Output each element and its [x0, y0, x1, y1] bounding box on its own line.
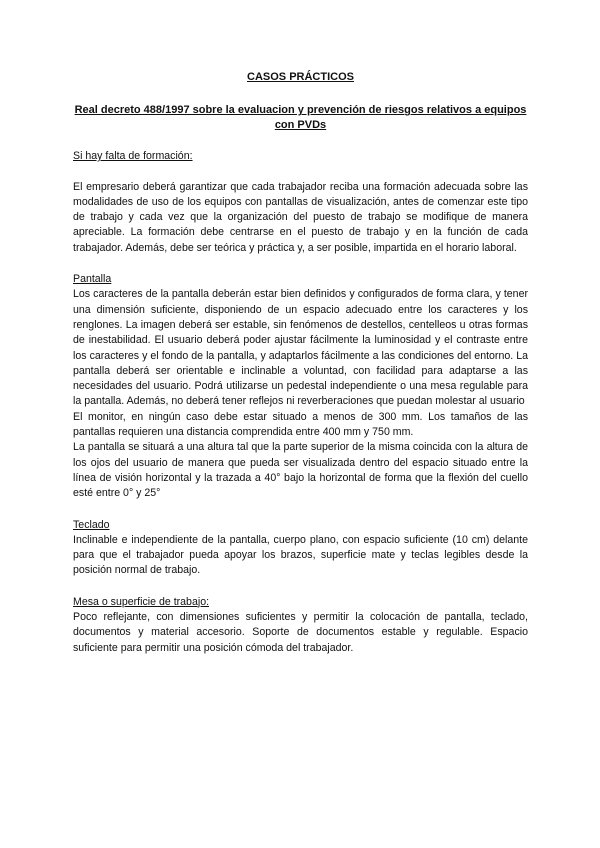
section-paragraph: El empresario deberá garantizar que cada trabajador reciba una formación adecuada sobre las modalidades de uso de los equipos con pantallas de visualización, antes de comenzar este tipo de trabajo y cada vez que la organización del puesto de trabajo se modifique de manera apreciable. La formación debe centrarse en el puesto de trabajo y en la función de cada trabajador. Además, debe ser teórica y práctica y, a ser posible, impartida en el horario laboral. — [73, 180, 528, 254]
section-paragraph: Poco reflejante, con dimensiones suficientes y permitir la colocación de pantalla, teclado, documentos y material accesorio. Soporte de documentos estable y regulable. Espacio suficiente para permitir una posición cómoda del trabajador. — [73, 611, 528, 654]
section-heading: Teclado — [73, 518, 110, 531]
section-teclado — [73, 518, 528, 579]
section-heading: Pantalla — [73, 273, 112, 286]
section-paragraph: La pantalla se situará a una altura tal que la parte superior de la misma coincida con la altura de los ojos del usuario de manera que pueda ser visualizada dentro del espacio situado entre la línea de visión horizontal y la trazada a 40° bajo la horizontal de forma que la flexión del cuello esté entre 0° y 25° — [73, 441, 528, 500]
section-formacion — [73, 149, 528, 256]
section-paragraph: Inclinable e independiente de la pantalla, cuerpo plano, con espacio suficiente (10 cm) delante para que el trabajador pueda apoyar los brazos, superficie mate y teclas legibles desde la posición normal de trabajo. — [73, 533, 528, 577]
document-title: CASOS PRÁCTICOS — [247, 71, 354, 83]
section-pantalla — [73, 272, 528, 501]
section-heading: Si hay falta de formación: — [73, 150, 193, 163]
section-paragraph: Los caracteres de la pantalla deberán estar bien definidos y configurados de forma clara, y tener una dimensión suficiente, disponiendo de un espacio adecuado entre los caracteres y los renglones. La imagen deberá ser estable, sin fenómenos de destellos, centelleos u otras formas de inestabilidad. El usuario deberá poder ajustar fácilmente la luminosidad y el contraste entre los caracteres y el fondo de la pantalla, y adaptarlos fácilmente a las condiciones del entorno. La pantalla deberá ser orientable e inclinable a voluntad, con facilidad para adaptarse a las necesidades del usuario. Podrá utilizarse un pedestal independiente o una mesa regulable para la pantalla. Además, no deberá tener reflejos ni reverberaciones que puedan molestar al usuario — [73, 288, 528, 408]
section-mesa — [73, 595, 528, 656]
section-paragraph: El monitor, en ningún caso debe estar situado a menos de 300 mm. Los tamaños de las pantallas requieren una distancia comprendida entre 400 mm y 750 mm. — [73, 410, 528, 439]
section-heading: Mesa o superficie de trabajo: — [73, 595, 210, 608]
document-subtitle: Real decreto 488/1997 sobre la evaluacion y prevención de riesgos relativos a equipos con PVDs — [74, 104, 527, 132]
